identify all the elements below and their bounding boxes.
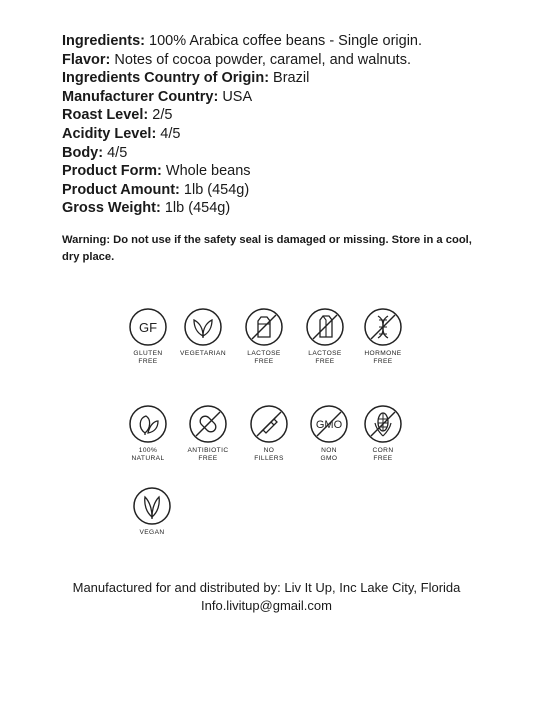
icon-label: GLUTEN FREE <box>133 350 163 365</box>
spec-value: 1lb (454g) <box>179 181 250 198</box>
spec-label: Acidity Level: <box>62 125 157 142</box>
spec-value: 4/5 <box>156 125 181 142</box>
badge-corn-free <box>348 404 418 463</box>
spec-label: Product Form: <box>62 163 162 180</box>
spec-product-form <box>62 162 522 181</box>
spec-value: 2/5 <box>148 107 173 124</box>
badge-vegetarian <box>168 307 238 358</box>
spec-product-amount <box>62 181 522 200</box>
spec-body <box>62 144 522 163</box>
icon-row-2 <box>0 404 533 474</box>
gf-badge-text: GF <box>138 320 158 335</box>
spec-label: Roast Level: <box>62 107 149 124</box>
icon-row-1 <box>0 307 533 377</box>
icon-label: HORMONE FREE <box>364 350 402 365</box>
non-gmo-icon <box>309 404 349 444</box>
spec-value: USA <box>218 88 253 105</box>
warning-text: Warning: Do not use if the safety seal is damaged or missing. Store in a cool, dry place. <box>62 234 472 263</box>
product-specs <box>62 32 522 218</box>
vegetarian-icon <box>183 307 223 347</box>
spec-value: 4/5 <box>103 144 128 161</box>
icon-label: NO FILLERS <box>254 447 284 462</box>
spec-roast-level <box>62 106 522 125</box>
icon-label: LACTOSE FREE <box>247 350 281 365</box>
spec-value: 100% Arabica coffee beans - Single origin. <box>144 33 423 49</box>
spec-flavor <box>62 51 522 70</box>
footer-distributor: Manufactured for and distributed by: Liv It Up, Inc Lake City, Florida <box>72 580 461 595</box>
spec-label: Ingredients Country of Origin: <box>62 70 270 87</box>
natural-icon <box>128 404 168 444</box>
spec-value: 1lb (454g) <box>160 200 231 217</box>
icon-label: VEGETARIAN <box>179 350 226 357</box>
spec-acidity-level <box>62 125 522 144</box>
antibiotic-free-icon <box>188 404 228 444</box>
badge-hormone-free <box>348 307 418 366</box>
badge-lactose-free <box>229 307 299 366</box>
spec-value: Notes of cocoa powder, caramel, and walnuts. <box>110 51 411 68</box>
spec-manufacturer-country <box>62 88 522 107</box>
icon-label: ANTIBIOTIC FREE <box>187 447 229 462</box>
spec-label: Manufacturer Country: <box>62 88 219 105</box>
icon-label: LACTOSE FREE <box>308 350 342 365</box>
spec-origin <box>62 69 522 88</box>
icon-label: 100% NATURAL <box>131 447 165 462</box>
spec-label: Body: <box>62 144 104 161</box>
hormone-free-icon <box>363 307 403 347</box>
spec-gross-weight <box>62 199 522 218</box>
spec-ingredients <box>62 32 522 51</box>
vegan-icon <box>132 486 172 526</box>
footer-email: Info.livitup@gmail.com <box>201 598 332 613</box>
no-fillers-icon <box>249 404 289 444</box>
lactose-free-icon <box>244 307 284 347</box>
spec-label: Ingredients: <box>62 33 145 49</box>
lactose-free-alt-icon <box>305 307 345 347</box>
spec-label: Product Amount: <box>62 181 180 198</box>
spec-value: Whole beans <box>161 163 251 180</box>
badge-vegan <box>117 486 187 537</box>
badge-antibiotic-free <box>173 404 243 463</box>
icon-row-3 <box>0 486 533 556</box>
icon-label: NON GMO <box>320 447 338 462</box>
spec-value: Brazil <box>269 70 310 87</box>
icon-label: CORN FREE <box>372 447 394 462</box>
spec-label: Gross Weight: <box>62 200 161 217</box>
spec-label: Flavor: <box>62 51 111 68</box>
corn-free-icon <box>363 404 403 444</box>
gluten-free-icon <box>128 307 168 347</box>
gmo-badge-text: GMO <box>315 419 343 431</box>
icon-label: VEGAN <box>139 529 165 536</box>
